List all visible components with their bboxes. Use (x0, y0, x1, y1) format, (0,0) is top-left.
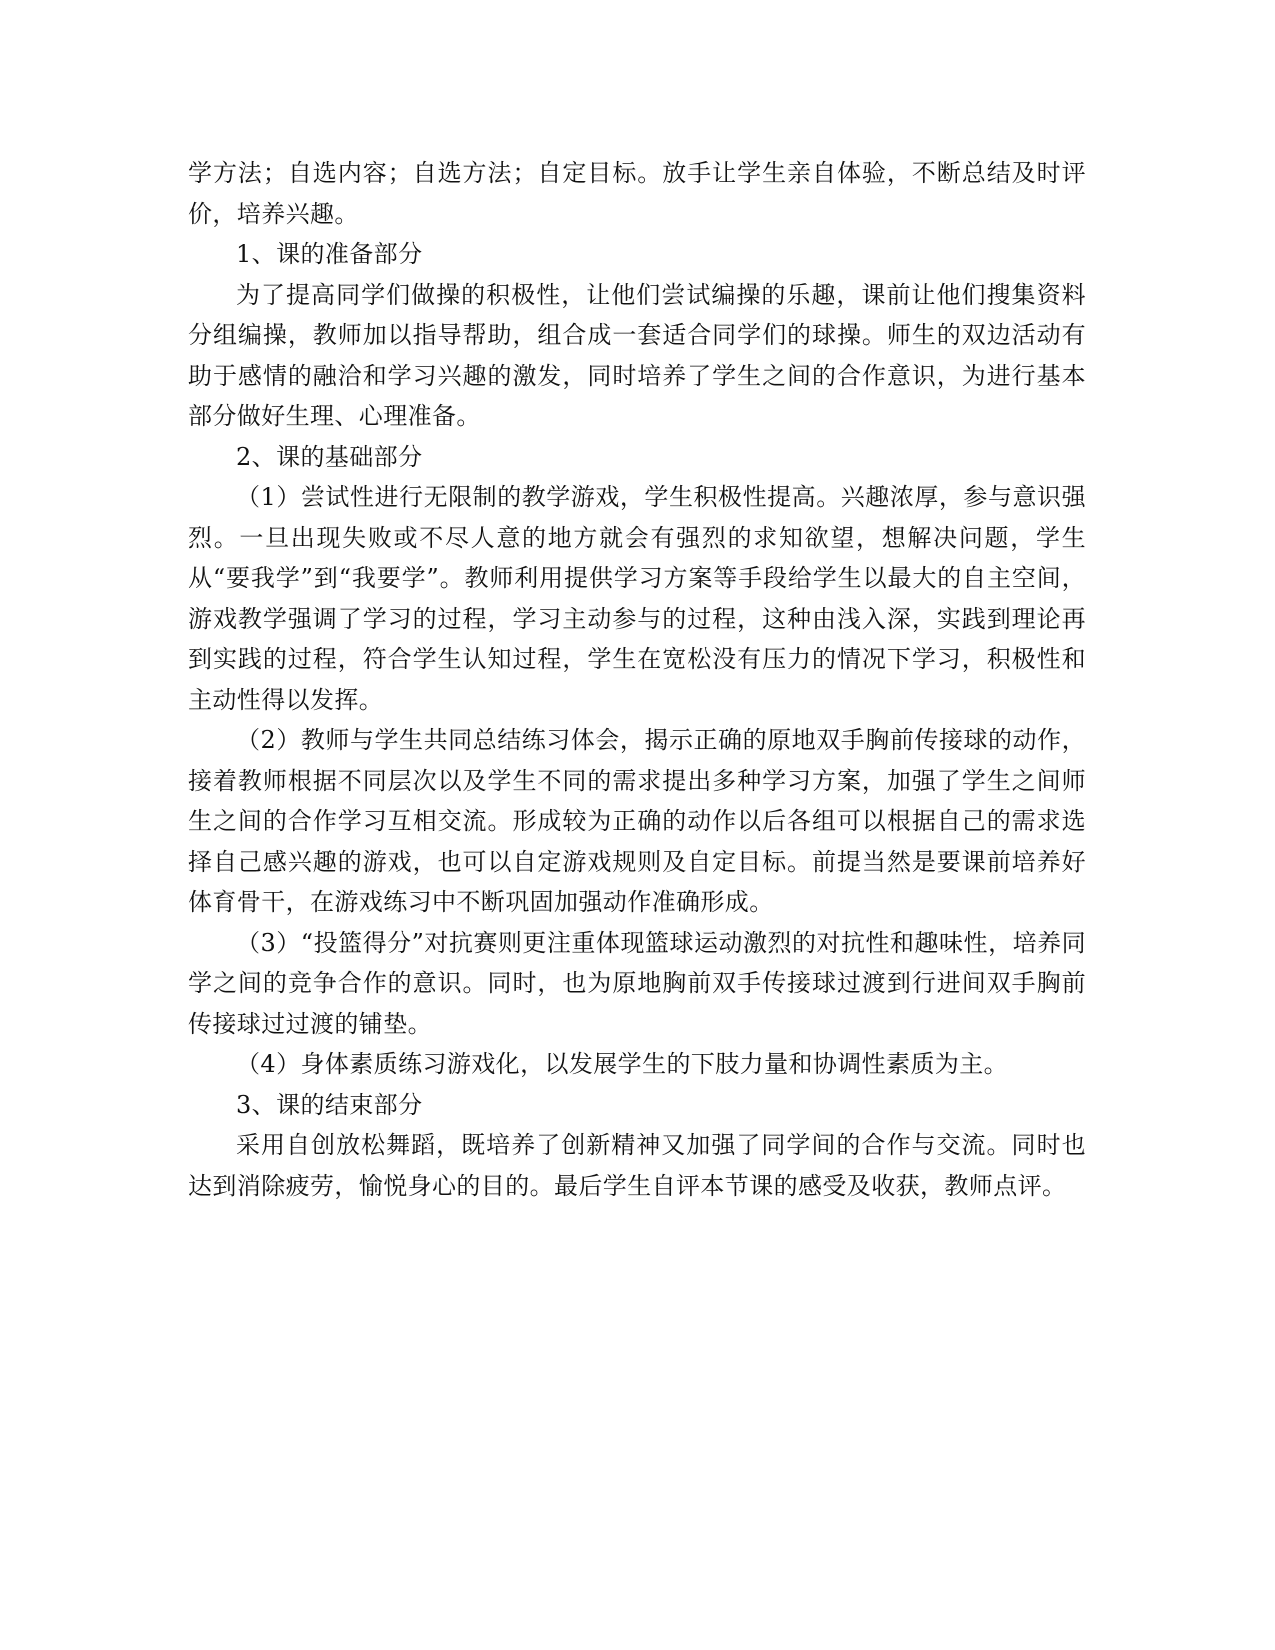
paragraph-continuation: 学方法；自选内容；自选方法；自定目标。放手让学生亲自体验，不断总结及时评价，培养兴趣。 (188, 159, 1086, 228)
paragraph-preparation: 为了提高同学们做操的积极性，让他们尝试编操的乐趣，课前让他们搜集资料分组编操，教师加以指导帮助，组合成一套适合同学们的球操。师生的双边活动有助于感情的融洽和学习兴趣的激发，同时培养了学生之间的合作意识，为进行基本部分做好生理、心理准备。 (188, 280, 1086, 430)
heading-preparation-part: 1、课的准备部分 (236, 240, 423, 268)
document-body (188, 153, 1086, 1206)
paragraph-basic-3: （3）“投篮得分”对抗赛则更注重体现篮球运动激烈的对抗性和趣味性，培养同学之间的竞争合作的意识。同时，也为原地胸前双手传接球过渡到行进间双手胸前传接球过过渡的铺垫。 (188, 928, 1086, 1038)
paragraph-basic-1: （1）尝试性进行无限制的教学游戏，学生积极性提高。兴趣浓厚，参与意识强烈。一旦出现失败或不尽人意的地方就会有强烈的求知欲望，想解决问题，学生从“要我学”到“我要学”。教师利用提供学习方案等手段给学生以最大的自主空间，游戏教学强调了学习的过程，学习主动参与的过程，这种由浅入深，实践到理论再到实践的过程，符合学生认知过程，学生在宽松没有压力的情况下学习，积极性和主动性得以发挥。 (188, 483, 1086, 714)
heading-basic-part: 2、课的基础部分 (236, 442, 423, 471)
paragraph-basic-2: （2）教师与学生共同总结练习体会，揭示正确的原地双手胸前传接球的动作，接着教师根据不同层次以及学生不同的需求提出多种学习方案，加强了学生之间师生之间的合作学习互相交流。形成较为正确的动作以后各组可以根据自己的需求选择自己感兴趣的游戏，也可以自定游戏规则及自定目标。前提当然是要课前培养好体育骨干，在游戏练习中不断巩固加强动作准确形成。 (188, 726, 1086, 916)
heading-ending-part: 3、课的结束部分 (236, 1090, 423, 1119)
paragraph-basic-4: （4）身体素质练习游戏化，以发展学生的下肢力量和协调性素质为主。 (236, 1050, 1009, 1078)
paragraph-ending: 采用自创放松舞蹈，既培养了创新精神又加强了同学间的合作与交流。同时也达到消除疲劳，愉悦身心的目的。最后学生自评本节课的感受及收获，教师点评。 (188, 1131, 1086, 1200)
